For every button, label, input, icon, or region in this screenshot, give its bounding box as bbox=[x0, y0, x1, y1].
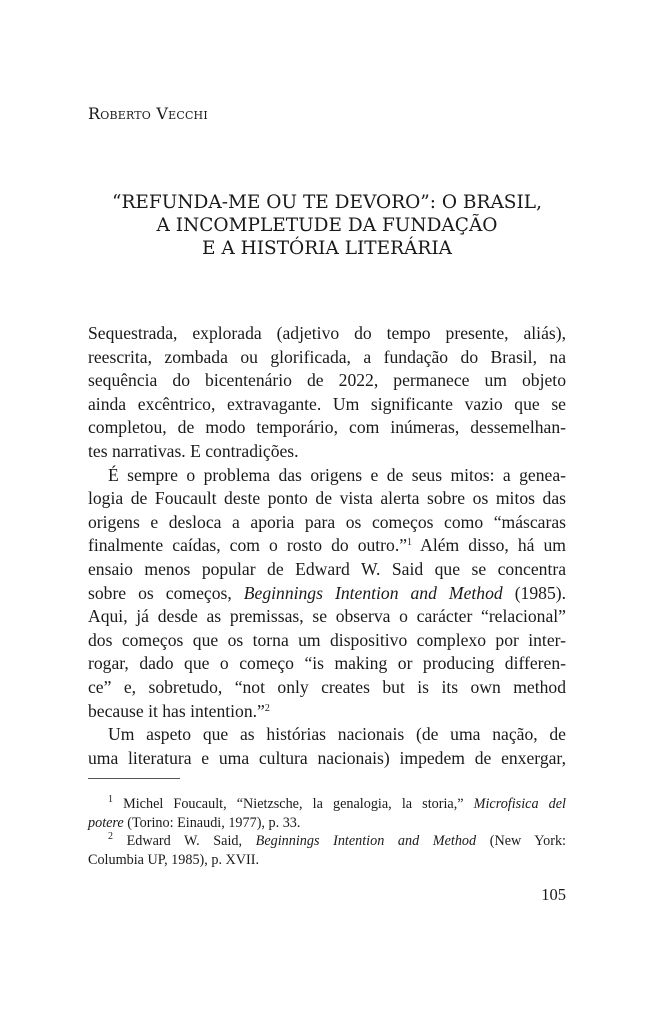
text-line: sequência do bicentenário de 2022, permanece um objeto bbox=[88, 370, 566, 391]
text-line bbox=[88, 534, 566, 558]
author-first-rest: oberto bbox=[100, 104, 152, 123]
book-title: Beginnings Intention and Method bbox=[243, 582, 503, 603]
book-title: Microfisica del bbox=[473, 796, 566, 812]
text-segment: sobre os começos, bbox=[88, 582, 244, 603]
text-line: ce” e, sobretudo, “not only creates but is its own method bbox=[88, 676, 566, 697]
text-segment: Edward W. Said, bbox=[113, 833, 256, 850]
text-line: Aqui, já desde as premissas, se observa o carácter “relacional” bbox=[88, 606, 566, 627]
footnote-ref-2[interactable]: 2 bbox=[264, 702, 270, 714]
body-text bbox=[88, 322, 566, 770]
text-line: origens e desloca a aporia para os começos como “máscaras bbox=[88, 511, 566, 532]
running-head bbox=[88, 104, 208, 123]
book-title: potere bbox=[88, 814, 124, 831]
title-line: E A HISTÓRIA LITERÁRIA bbox=[201, 238, 453, 259]
text-line: É sempre o problema das origens e de seus mitos: a genea- bbox=[108, 464, 566, 485]
author-first-initial: R bbox=[88, 104, 101, 123]
footnote-number: 1 bbox=[108, 794, 113, 805]
text-segment: Além disso, há um bbox=[412, 535, 566, 556]
text-line: ensaio menos popular de Edward W. Said que se concentra bbox=[88, 558, 566, 579]
text-line: uma literatura e uma cultura nacionais) impedem de enxergar, bbox=[88, 747, 566, 768]
text-segment: finalmente caídas, com o rosto do outro.” bbox=[88, 535, 408, 556]
footnote-number: 2 bbox=[108, 831, 113, 843]
author-last-rest: ecchi bbox=[168, 104, 208, 123]
text-segment: Michel Foucault, “Nietzsche, la genalogia, la storia,” bbox=[113, 796, 474, 812]
text-line: logia de Foucault deste ponto de vista alerta sobre os mitos das bbox=[88, 488, 566, 509]
footnote-1-cont bbox=[88, 814, 566, 833]
text-line: reescrita, zombada ou glorificada, a fundação do Brasil, na bbox=[88, 346, 566, 367]
text-segment: (Torino: Einaudi, 1977), p. 33. bbox=[123, 814, 301, 831]
text-line: tes narrativas. E contradições. bbox=[88, 440, 299, 461]
text-segment: (1985). bbox=[502, 582, 566, 603]
text-line: completou, de modo temporário, com inúmeras, dessemelhan- bbox=[88, 417, 566, 438]
text-line: Sequestrada, explorada (adjetivo do tempo presente, aliás), bbox=[88, 323, 566, 343]
footnote-2-cont: Columbia UP, 1985), p. XVII. bbox=[88, 852, 260, 869]
text-line: dos começos que os torna um dispositivo complexo por inter- bbox=[88, 629, 566, 650]
author-last-initial: V bbox=[156, 104, 169, 123]
text-line bbox=[88, 700, 566, 724]
title-line: “REFUNDA-ME OU TE DEVORO”: O BRASIL, bbox=[112, 192, 542, 213]
text-line bbox=[88, 582, 566, 606]
text-line: ainda excêntrico, extravagante. Um significante vazio que se bbox=[88, 393, 566, 414]
text-segment: (New York: bbox=[476, 833, 566, 850]
footnote-ref-1[interactable]: 1 bbox=[407, 537, 413, 549]
footnotes bbox=[88, 795, 566, 870]
text-segment: because it has intention.” bbox=[88, 700, 265, 721]
text-line: rogar, dado que o começo “is making or producing differen- bbox=[88, 653, 566, 674]
chapter-title bbox=[88, 191, 566, 260]
title-line: A INCOMPLETUDE DA FUNDAÇÃO bbox=[156, 215, 498, 236]
footnote-rule bbox=[88, 778, 180, 779]
footnote-1 bbox=[88, 795, 566, 814]
footnote-2 bbox=[88, 832, 566, 851]
page-number: 105 bbox=[541, 885, 566, 904]
book-title: Beginnings Intention and Method bbox=[255, 833, 477, 850]
text-line: Um aspeto que as histórias nacionais (de uma nação, de bbox=[108, 724, 566, 745]
